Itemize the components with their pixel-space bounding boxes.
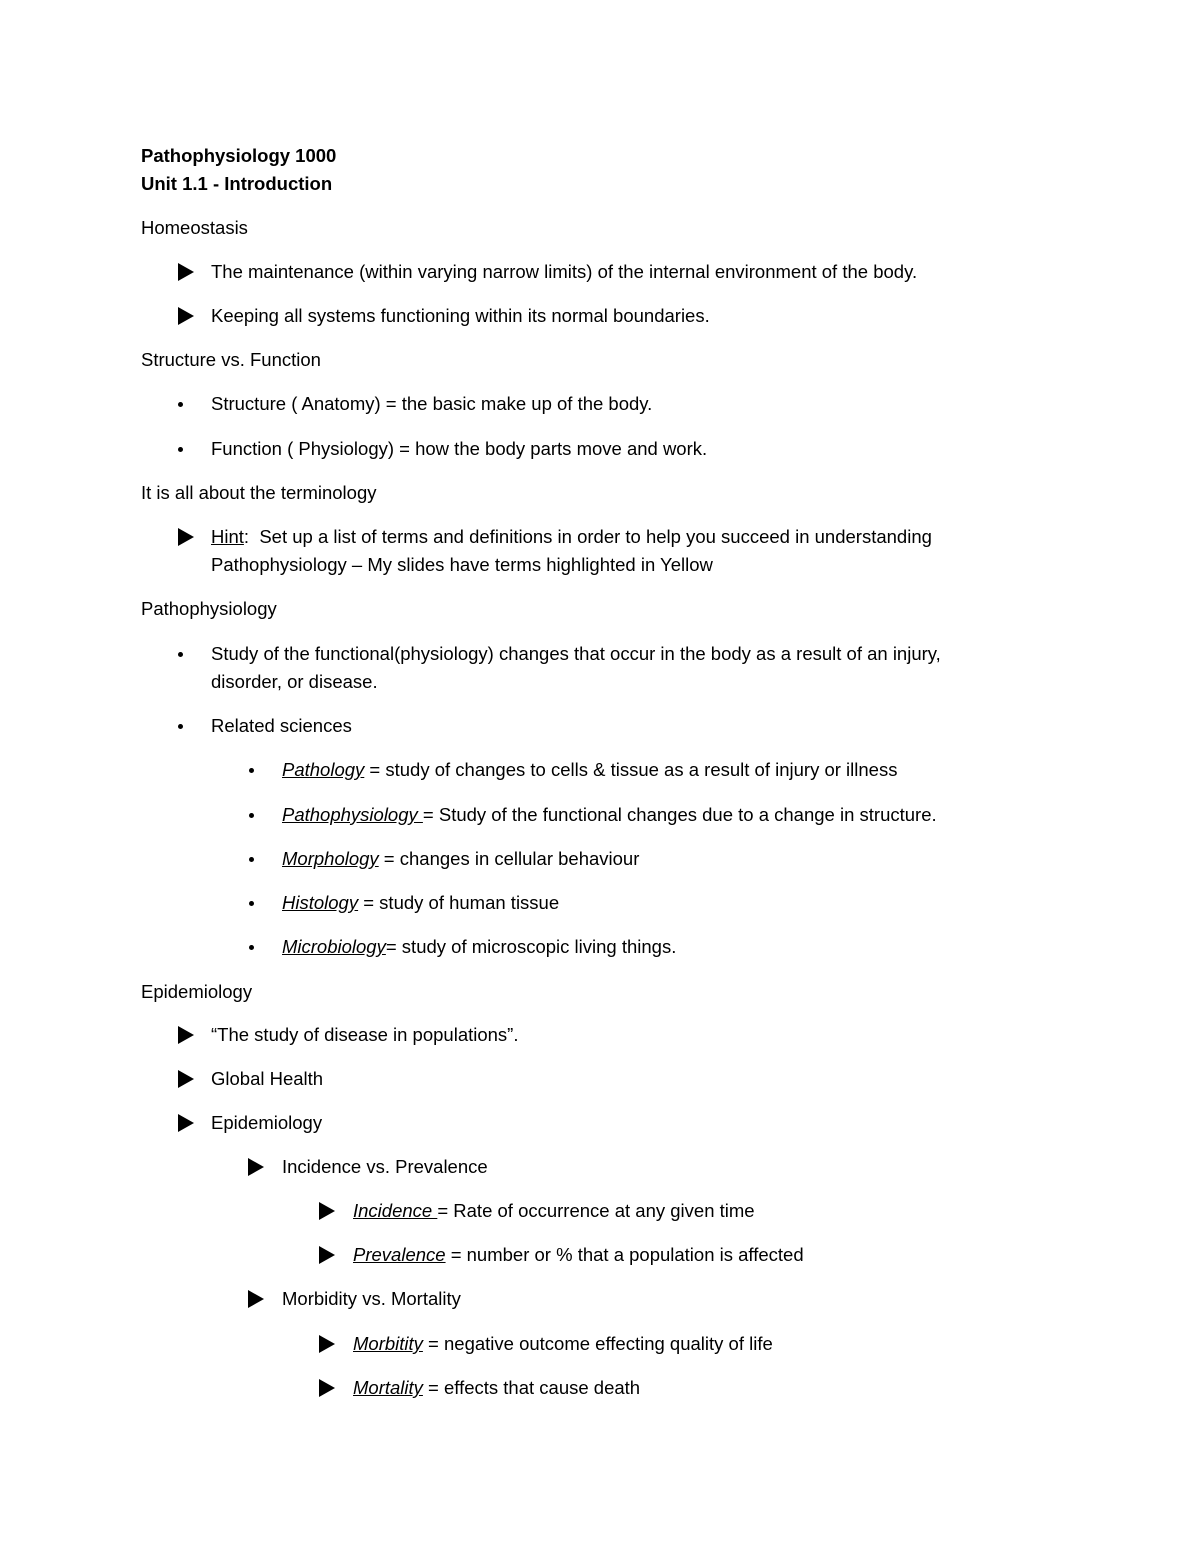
science-item xyxy=(282,758,897,782)
arrow-bullet-icon xyxy=(319,1202,335,1220)
arrow-bullet-icon xyxy=(248,1158,264,1176)
dot-bullet-icon xyxy=(249,813,254,818)
dot-bullet-icon xyxy=(249,857,254,862)
bullet-text-continued: disorder, or disease. xyxy=(211,671,378,692)
science-def: = study of microscopic living things. xyxy=(385,936,677,957)
science-term: Pathology xyxy=(282,759,365,780)
term-def: = negative outcome effecting quality of life xyxy=(422,1333,773,1354)
science-term: Pathophysiology xyxy=(282,804,423,825)
dot-bullet-icon xyxy=(178,652,183,657)
section-heading-structure: Structure vs. Function xyxy=(141,349,321,370)
bullet-text: Function ( Physiology) = how the body parts move and work. xyxy=(211,438,708,459)
hint-line-2: Pathophysiology – My slides have terms highlighted in Yellow xyxy=(211,554,713,575)
term-label: Prevalence xyxy=(353,1244,446,1265)
arrow-bullet-icon xyxy=(178,528,194,546)
science-def: = study of changes to cells & tissue as a result of injury or illness xyxy=(364,759,898,780)
doc-title: Pathophysiology 1000 xyxy=(141,145,337,166)
term-item xyxy=(353,1376,640,1400)
term-label: Morbitity xyxy=(353,1333,423,1354)
term-def: = effects that cause death xyxy=(422,1377,641,1398)
term-label: Mortality xyxy=(353,1377,423,1398)
science-term: Histology xyxy=(282,892,359,913)
science-item xyxy=(282,935,676,959)
arrow-bullet-icon xyxy=(319,1379,335,1397)
dot-bullet-icon xyxy=(249,901,254,906)
dot-bullet-icon xyxy=(249,945,254,950)
arrow-bullet-icon xyxy=(319,1246,335,1264)
hint-label: Hint xyxy=(211,526,244,547)
arrow-bullet-icon xyxy=(178,263,194,281)
dot-bullet-icon xyxy=(178,724,183,729)
section-heading-homeostasis: Homeostasis xyxy=(141,217,248,238)
term-def: = Rate of occurrence at any given time xyxy=(437,1200,755,1221)
bullet-text: Study of the functional(physiology) changes that occur in the body as a result of an injury, xyxy=(211,643,941,664)
science-def: = Study of the functional changes due to a change in structure. xyxy=(422,804,937,825)
science-term: Morphology xyxy=(282,848,379,869)
bullet-text: Global Health xyxy=(211,1068,324,1089)
arrow-bullet-icon xyxy=(178,1070,194,1088)
sub-bullet-text: Morbidity vs. Mortality xyxy=(282,1288,461,1309)
bullet-text: Keeping all systems functioning within its normal boundaries. xyxy=(211,305,710,326)
section-heading-pathophysiology: Pathophysiology xyxy=(141,598,277,619)
science-def: = study of human tissue xyxy=(358,892,560,913)
science-def: = changes in cellular behaviour xyxy=(378,848,640,869)
arrow-bullet-icon xyxy=(178,1026,194,1044)
term-item xyxy=(353,1199,755,1223)
bullet-text: “The study of disease in populations”. xyxy=(211,1024,519,1045)
term-item xyxy=(353,1332,773,1356)
bullet-text: Structure ( Anatomy) = the basic make up of the body. xyxy=(211,393,653,414)
section-heading-epidemiology: Epidemiology xyxy=(141,981,253,1002)
arrow-bullet-icon xyxy=(178,1114,194,1132)
science-item xyxy=(282,847,639,871)
term-label: Incidence xyxy=(353,1200,438,1221)
dot-bullet-icon xyxy=(178,402,183,407)
bullet-text: Epidemiology xyxy=(211,1112,323,1133)
sub-bullet-text: Incidence vs. Prevalence xyxy=(282,1156,488,1177)
arrow-bullet-icon xyxy=(178,307,194,325)
bullet-text: The maintenance (within varying narrow limits) of the internal environment of the body. xyxy=(211,261,918,282)
term-item xyxy=(353,1243,804,1267)
term-def: = number or % that a population is affected xyxy=(445,1244,804,1265)
dot-bullet-icon xyxy=(249,768,254,773)
arrow-bullet-icon xyxy=(319,1335,335,1353)
science-item xyxy=(282,891,559,915)
bullet-text: Related sciences xyxy=(211,715,352,736)
science-item xyxy=(282,803,937,827)
hint-text: Set up a list of terms and definitions in order to help you succeed in understanding xyxy=(249,526,932,547)
doc-subtitle: Unit 1.1 - Introduction xyxy=(141,173,333,194)
dot-bullet-icon xyxy=(178,447,183,452)
section-heading-terminology: It is all about the terminology xyxy=(141,482,377,503)
hint-colon: : xyxy=(243,526,250,547)
science-term: Microbiology xyxy=(282,936,386,957)
hint-line xyxy=(211,525,932,549)
arrow-bullet-icon xyxy=(248,1290,264,1308)
